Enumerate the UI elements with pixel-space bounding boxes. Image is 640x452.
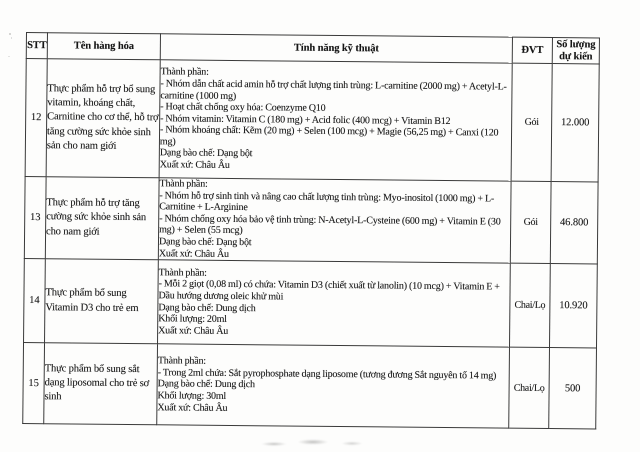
product-name: Thực phẩm hỗ trợ tăng cường sức khỏe sinh sản cho nam giới	[45, 177, 159, 260]
table-row	[24, 259, 598, 348]
col-header-specs: Tính năng kỹ thuật	[160, 34, 512, 63]
scan-speck	[9, 33, 11, 35]
product-unit: Gói	[510, 181, 551, 264]
col-header-qty: Số lượng dự kiến	[552, 38, 599, 64]
table-row	[24, 176, 598, 264]
product-specs	[157, 344, 510, 428]
spec-line: - Hoạt chất chống oxy hóa: Coenzyme Q10	[160, 101, 326, 114]
spec-line: Xuất xứ: Châu Âu	[158, 247, 229, 260]
product-qty: 500	[549, 348, 597, 429]
spec-line: Khối lượng: 20ml	[158, 313, 227, 326]
table-row	[25, 59, 599, 182]
product-name: Thực phẩm bổ sung Vitamin D3 cho trẻ em	[45, 259, 159, 344]
scan-smudge	[248, 438, 378, 448]
products-table	[22, 32, 600, 430]
spec-line: - Nhóm chống oxy hóa bảo vệ tinh trùng: N-Acetyl-L-Cysteine (600 mg) + Vitamin E (30 mg) + Selen (55 mcg)	[159, 213, 501, 237]
scan-speck	[11, 37, 12, 39]
row-stt: 13	[24, 176, 46, 258]
spec-line: Thành phần:	[159, 178, 208, 190]
spec-line: Dạng bào chế: Dạng bột	[159, 147, 253, 160]
spec-line: Khối lượng: 30ml	[157, 390, 227, 402]
product-qty: 10.920	[549, 264, 597, 348]
product-unit: Chai/Lọ	[509, 347, 550, 428]
spec-line: - Nhóm dẫn chất acid amin hỗ trợ chất lượng tinh trùng: L-carnitine (2000 mg) + Acetyl-L-carnitine (1000 mg)	[160, 78, 507, 102]
product-unit: Gói	[511, 63, 552, 181]
spec-line: Xuất xứ: Châu Âu	[158, 325, 229, 337]
product-specs	[158, 178, 511, 264]
product-qty: 12.000	[551, 64, 599, 182]
scan-speck	[8, 56, 10, 57]
col-header-stt: STT	[26, 33, 47, 59]
row-stt: 15	[23, 343, 45, 424]
spec-line: Thành phần:	[157, 355, 206, 367]
product-name: Thực phẩm hỗ trợ bổ sung vitamin, khoáng chất, Carnitine cho cơ thể, hỗ trợ tăng cường sức khỏe sinh sản cho nam giới	[46, 59, 160, 178]
spec-line: Xuất xứ: Châu Âu	[159, 159, 230, 172]
spec-line: - Mỗi 2 giọt (0,08 ml) có chứa: Vitamin D3 (chiết xuất từ lanolin) (10 mcg) + Vitamin E + Dầu hướng dương oleic khử mùi	[158, 278, 500, 303]
product-unit: Chai/Lọ	[509, 263, 550, 347]
col-header-unit: ĐVT	[512, 37, 552, 63]
spec-line: - Nhóm khoáng chất: Kẽm (20 mg) + Selen (100 mcg) + Magie (56,25 mg) + Canxi (120 mg)	[159, 124, 499, 148]
spec-line: Thành phần:	[160, 66, 209, 79]
spec-line: - Nhóm vitamin: Vitamin C (180 mg) + Acid folic (400 mcg) + Vitamin B12	[160, 112, 451, 127]
spec-line: Thành phần:	[158, 267, 207, 279]
table-row	[23, 343, 597, 429]
spec-line: Dạng bào chế: Dạng bột	[158, 236, 252, 249]
spec-line: Dạng bào chế: Dung dịch	[158, 301, 256, 314]
spec-line: - Trong 2ml chứa: Sắt pyrophosphate dạng liposome (tương đương Sắt nguyên tố 14 mg)	[157, 367, 497, 382]
row-stt: 12	[25, 59, 47, 177]
spec-line: Xuất xứ: Châu Âu	[157, 401, 228, 414]
product-specs	[159, 60, 512, 181]
product-name: Thực phẩm bổ sung sắt dạng liposomal cho trẻ sơ sinh	[44, 343, 158, 425]
row-stt: 14	[24, 259, 46, 343]
product-qty: 46.800	[550, 182, 598, 265]
col-header-name: Tên hàng hóa	[47, 33, 160, 60]
product-specs	[158, 260, 511, 347]
spec-line: - Nhóm hỗ trợ sinh tinh và nâng cao chất lượng tinh trùng: Myo-inositol (1000 mg) + L-Carnitine + L-Arginine	[159, 189, 495, 214]
spec-line: Dạng bào chế: Dung dịch	[157, 378, 255, 391]
